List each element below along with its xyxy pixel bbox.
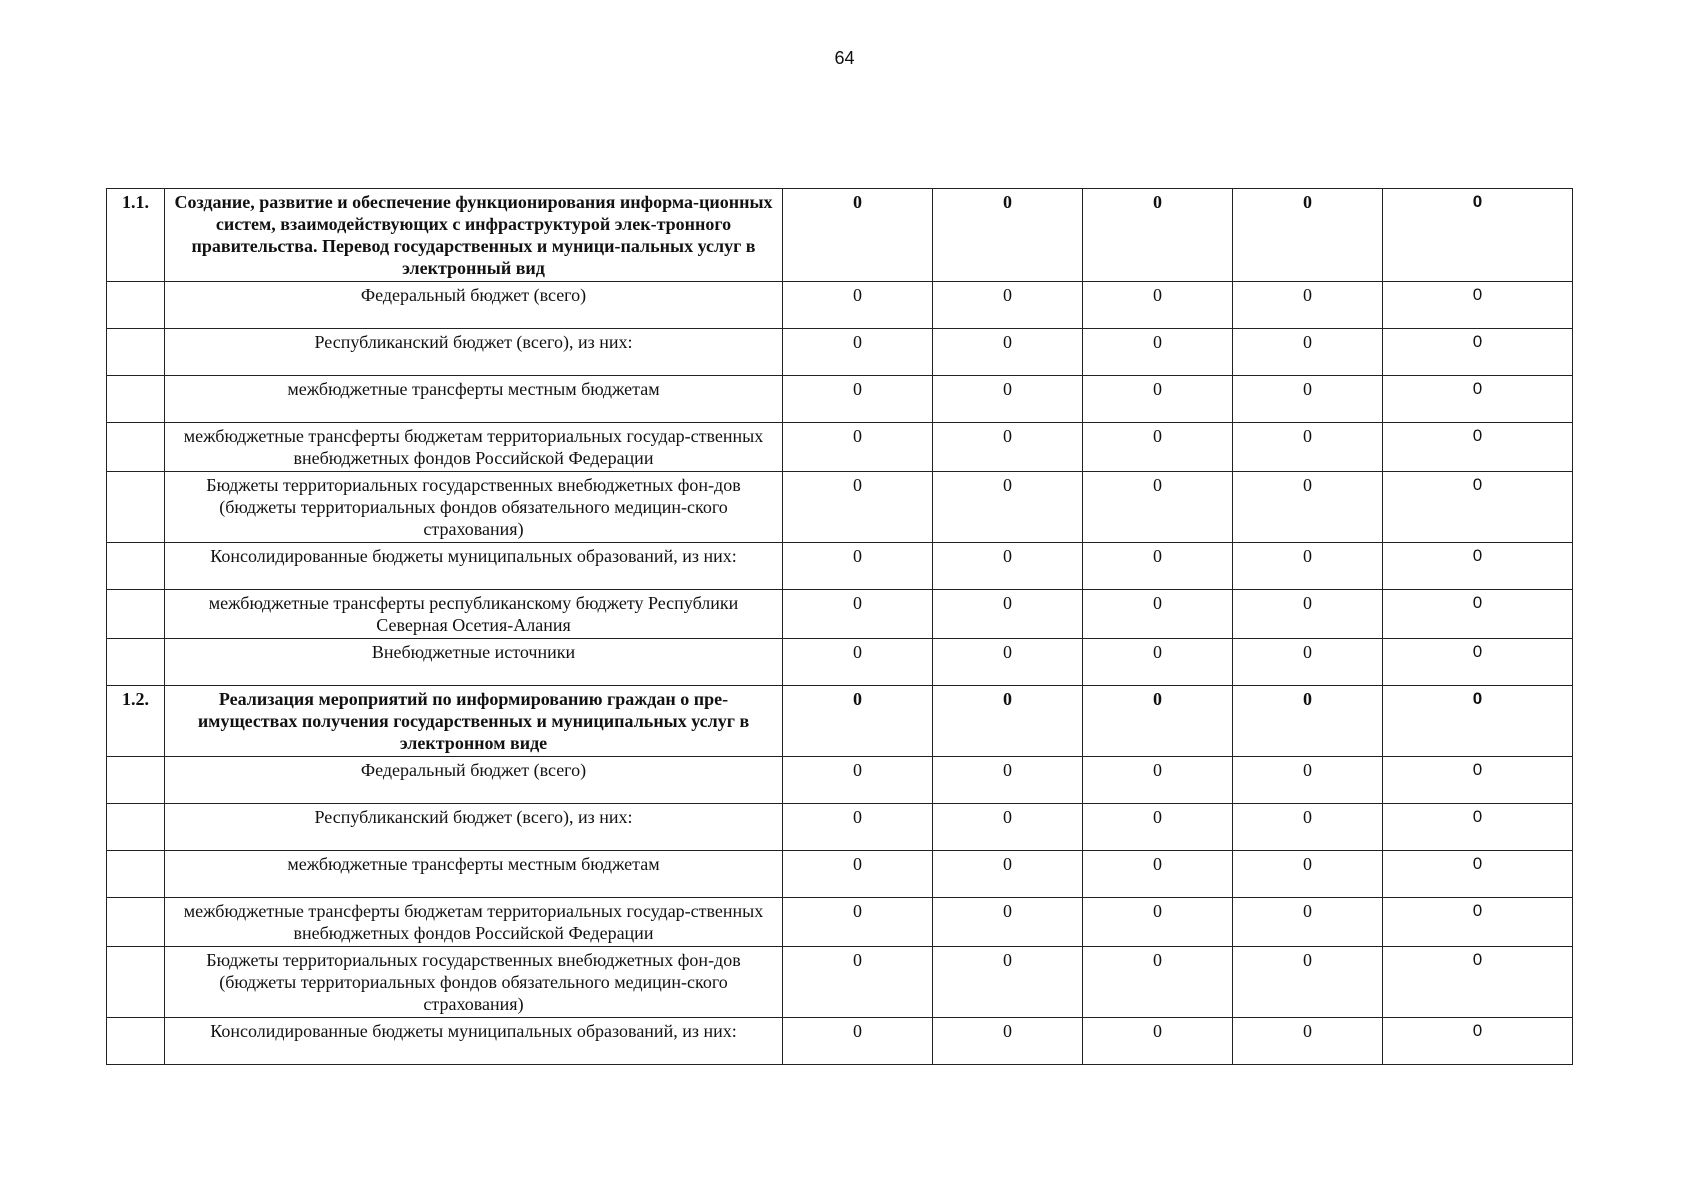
value-cell: 0 — [783, 757, 933, 804]
value-cell: 0 — [783, 543, 933, 590]
row-label: Консолидированные бюджеты муниципальных образований, из них: — [165, 543, 783, 590]
value-cell: 0 — [783, 329, 933, 376]
value-cell: 0 — [933, 590, 1083, 639]
value-cell: 0 — [1083, 472, 1233, 543]
row-label: Республиканский бюджет (всего), из них: — [165, 804, 783, 851]
value-cell: 0 — [1383, 898, 1573, 947]
value-cell: 0 — [1083, 1018, 1233, 1065]
value-cell: 0 — [933, 757, 1083, 804]
value-cell: 0 — [933, 898, 1083, 947]
empty-cell — [107, 472, 165, 543]
value-cell: 0 — [1233, 1018, 1383, 1065]
value-cell: 0 — [1233, 543, 1383, 590]
value-cell: 0 — [1083, 804, 1233, 851]
table-row — [107, 329, 1573, 376]
row-label: межбюджетные трансферты республиканскому бюджету Республики Северная Осетия-Алания — [165, 590, 783, 639]
value-cell: 0 — [783, 472, 933, 543]
table-row — [107, 1018, 1573, 1065]
row-label: Бюджеты территориальных государственных внебюджетных фон-дов (бюджеты территориальных фондов обязательного медицин-ского страхования) — [165, 947, 783, 1018]
value-cell: 0 — [933, 282, 1083, 329]
budget-table — [106, 188, 1573, 1065]
empty-cell — [107, 1018, 165, 1065]
value-cell: 0 — [783, 189, 933, 282]
value-cell: 0 — [783, 590, 933, 639]
value-cell: 0 — [1083, 686, 1233, 757]
table-row — [107, 947, 1573, 1018]
value-cell: 0 — [783, 639, 933, 686]
value-cell: 0 — [1233, 282, 1383, 329]
row-label: Республиканский бюджет (всего), из них: — [165, 329, 783, 376]
value-cell: 0 — [783, 804, 933, 851]
table-row — [107, 639, 1573, 686]
value-cell: 0 — [1083, 639, 1233, 686]
section-number: 1.1. — [107, 189, 165, 282]
value-cell: 0 — [933, 686, 1083, 757]
row-label: Консолидированные бюджеты муниципальных образований, из них: — [165, 1018, 783, 1065]
value-cell: 0 — [1233, 804, 1383, 851]
empty-cell — [107, 898, 165, 947]
value-cell: 0 — [1233, 947, 1383, 1018]
value-cell: 0 — [1233, 189, 1383, 282]
value-cell: 0 — [1383, 543, 1573, 590]
section-row — [107, 686, 1573, 757]
value-cell: 0 — [1383, 639, 1573, 686]
value-cell: 0 — [1383, 282, 1573, 329]
table-row — [107, 282, 1573, 329]
table-row — [107, 376, 1573, 423]
value-cell: 0 — [933, 423, 1083, 472]
value-cell: 0 — [933, 472, 1083, 543]
value-cell: 0 — [1083, 757, 1233, 804]
value-cell: 0 — [933, 1018, 1083, 1065]
value-cell: 0 — [933, 639, 1083, 686]
table-row — [107, 590, 1573, 639]
value-cell: 0 — [783, 376, 933, 423]
value-cell: 0 — [783, 423, 933, 472]
value-cell: 0 — [1233, 639, 1383, 686]
value-cell: 0 — [1383, 947, 1573, 1018]
empty-cell — [107, 804, 165, 851]
empty-cell — [107, 590, 165, 639]
section-title: Создание, развитие и обеспечение функционирования информа-ционных систем, взаимодействующих с инфраструктурой элек-тронного правительства. Перевод государственных и муници-пальных услуг в электронный вид — [165, 189, 783, 282]
value-cell: 0 — [1383, 590, 1573, 639]
row-label: Федеральный бюджет (всего) — [165, 282, 783, 329]
empty-cell — [107, 639, 165, 686]
table-row — [107, 472, 1573, 543]
value-cell: 0 — [1383, 804, 1573, 851]
value-cell: 0 — [1083, 282, 1233, 329]
row-label: Федеральный бюджет (всего) — [165, 757, 783, 804]
value-cell: 0 — [1383, 329, 1573, 376]
value-cell: 0 — [1233, 472, 1383, 543]
value-cell: 0 — [1383, 757, 1573, 804]
value-cell: 0 — [1383, 376, 1573, 423]
value-cell: 0 — [1083, 376, 1233, 423]
value-cell: 0 — [1233, 686, 1383, 757]
table-row — [107, 423, 1573, 472]
value-cell: 0 — [933, 189, 1083, 282]
value-cell: 0 — [933, 376, 1083, 423]
table-row — [107, 757, 1573, 804]
value-cell: 0 — [1083, 590, 1233, 639]
row-label: межбюджетные трансферты местным бюджетам — [165, 376, 783, 423]
value-cell: 0 — [933, 329, 1083, 376]
value-cell: 0 — [1083, 329, 1233, 376]
value-cell: 0 — [1083, 851, 1233, 898]
value-cell: 0 — [1383, 423, 1573, 472]
value-cell: 0 — [933, 851, 1083, 898]
value-cell: 0 — [1383, 851, 1573, 898]
value-cell: 0 — [1083, 543, 1233, 590]
value-cell: 0 — [1383, 472, 1573, 543]
empty-cell — [107, 757, 165, 804]
value-cell: 0 — [1233, 757, 1383, 804]
table-row — [107, 543, 1573, 590]
empty-cell — [107, 543, 165, 590]
value-cell: 0 — [1083, 947, 1233, 1018]
empty-cell — [107, 329, 165, 376]
value-cell: 0 — [1233, 376, 1383, 423]
empty-cell — [107, 376, 165, 423]
value-cell: 0 — [1233, 423, 1383, 472]
value-cell: 0 — [933, 543, 1083, 590]
value-cell: 0 — [1083, 423, 1233, 472]
value-cell: 0 — [1383, 189, 1573, 282]
value-cell: 0 — [1083, 189, 1233, 282]
page-number: 64 — [834, 48, 855, 68]
value-cell: 0 — [783, 686, 933, 757]
value-cell: 0 — [933, 804, 1083, 851]
value-cell: 0 — [783, 282, 933, 329]
row-label: межбюджетные трансферты местным бюджетам — [165, 851, 783, 898]
section-row — [107, 189, 1573, 282]
row-label: Внебюджетные источники — [165, 639, 783, 686]
value-cell: 0 — [1383, 1018, 1573, 1065]
value-cell: 0 — [783, 1018, 933, 1065]
row-label: межбюджетные трансферты бюджетам территориальных государ-ственных внебюджетных фондов Российской Федерации — [165, 898, 783, 947]
section-number: 1.2. — [107, 686, 165, 757]
value-cell: 0 — [1233, 898, 1383, 947]
value-cell: 0 — [783, 898, 933, 947]
section-title: Реализация мероприятий по информированию граждан о пре-имуществах получения государственных и муниципальных услуг в электронном виде — [165, 686, 783, 757]
value-cell: 0 — [933, 947, 1083, 1018]
row-label: Бюджеты территориальных государственных внебюджетных фон-дов (бюджеты территориальных фондов обязательного медицин-ского страхования) — [165, 472, 783, 543]
value-cell: 0 — [783, 947, 933, 1018]
table-row — [107, 804, 1573, 851]
empty-cell — [107, 947, 165, 1018]
table-row — [107, 851, 1573, 898]
value-cell: 0 — [1233, 590, 1383, 639]
table-row — [107, 898, 1573, 947]
empty-cell — [107, 851, 165, 898]
value-cell: 0 — [1383, 686, 1573, 757]
value-cell: 0 — [1083, 898, 1233, 947]
row-label: межбюджетные трансферты бюджетам территориальных государ-ственных внебюджетных фондов Российской Федерации — [165, 423, 783, 472]
value-cell: 0 — [783, 851, 933, 898]
value-cell: 0 — [1233, 851, 1383, 898]
empty-cell — [107, 282, 165, 329]
value-cell: 0 — [1233, 329, 1383, 376]
empty-cell — [107, 423, 165, 472]
